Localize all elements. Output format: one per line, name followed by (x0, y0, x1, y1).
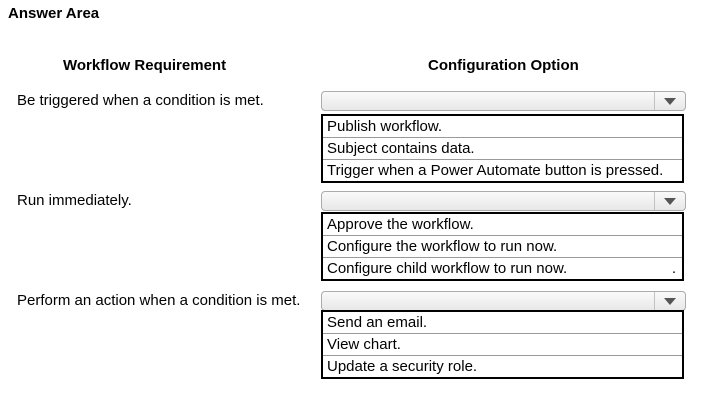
options-list-3 (321, 310, 684, 379)
dropdown-1-button[interactable] (654, 92, 685, 110)
options-list-1 (321, 114, 684, 183)
option-label: Trigger when a Power Automate button is pressed. (327, 162, 664, 179)
dropdown-1[interactable] (321, 91, 686, 111)
option-label: Update a security role. (327, 358, 478, 375)
option-label: Send an email. (327, 314, 428, 331)
option-item[interactable] (323, 116, 682, 137)
option-item[interactable] (323, 312, 682, 333)
option-label: Approve the workflow. (327, 216, 474, 233)
option-item[interactable] (323, 333, 682, 355)
dropdown-2-value (322, 192, 654, 210)
page-title: Answer Area (8, 5, 100, 22)
option-label: View chart. (327, 336, 401, 353)
option-item[interactable] (323, 355, 682, 377)
option-item[interactable] (323, 137, 682, 159)
dropdown-2-button[interactable] (654, 192, 685, 210)
dropdown-3-button[interactable] (654, 292, 685, 310)
chevron-down-icon (664, 198, 676, 205)
options-list-2 (321, 212, 684, 281)
chevron-down-icon (664, 298, 676, 305)
option-label: Configure the workflow to run now. (327, 238, 558, 255)
option-item[interactable] (323, 214, 682, 235)
option-item[interactable] (323, 235, 682, 257)
requirement-label-1: Be triggered when a condition is met. (17, 92, 264, 109)
stray-period: . (671, 260, 676, 277)
dropdown-3-value (322, 292, 654, 310)
chevron-down-icon (664, 98, 676, 105)
option-label: Publish workflow. (327, 118, 443, 135)
dropdown-2[interactable] (321, 191, 686, 211)
option-item[interactable] (323, 159, 682, 181)
column-header-configuration-option: Configuration Option (428, 57, 579, 74)
option-label: Configure child workflow to run now. (327, 260, 568, 277)
requirement-label-3: Perform an action when a condition is met. (17, 292, 301, 309)
option-item[interactable] (323, 257, 682, 279)
column-header-workflow-requirement: Workflow Requirement (63, 57, 227, 74)
dropdown-3[interactable] (321, 291, 686, 311)
option-label: Subject contains data. (327, 140, 475, 157)
dropdown-1-value (322, 92, 654, 110)
requirement-label-2: Run immediately. (17, 192, 132, 209)
